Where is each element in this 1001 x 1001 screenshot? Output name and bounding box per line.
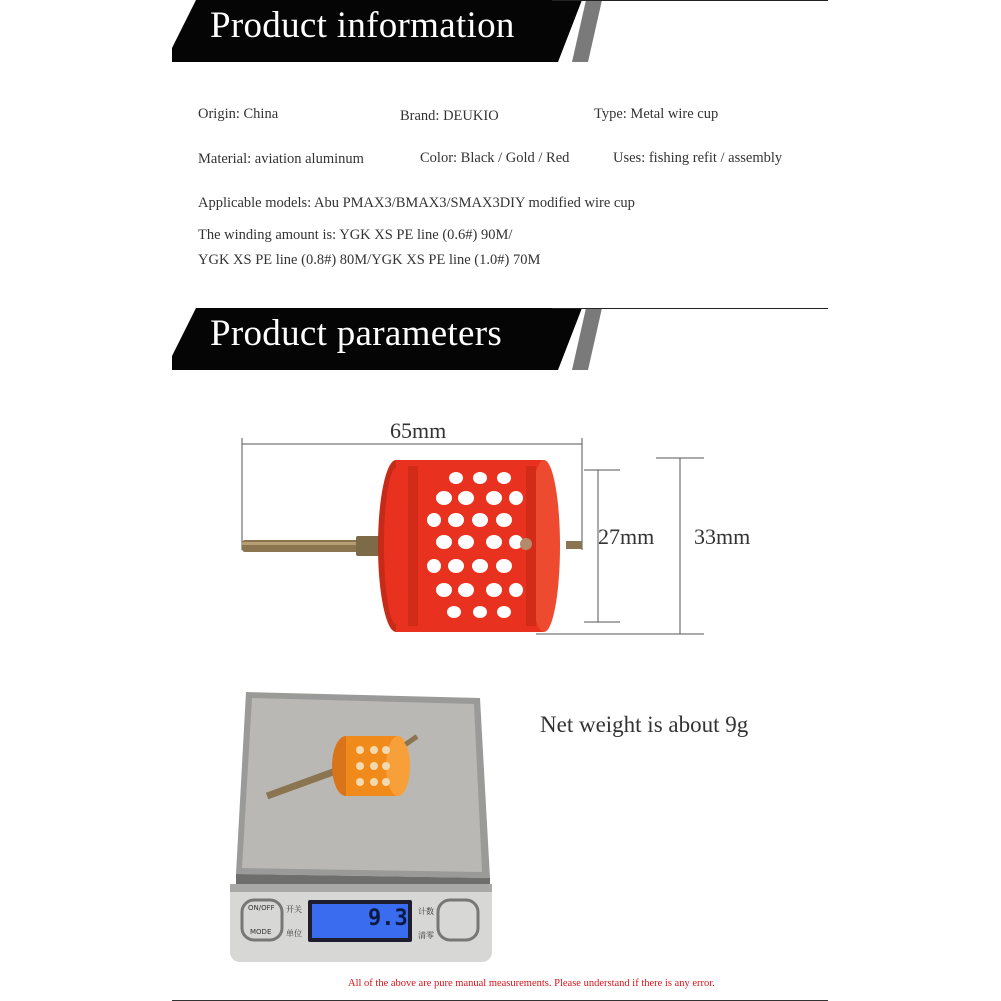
banner-rule <box>552 0 828 1</box>
scale-mode-label: MODE <box>250 928 272 936</box>
brand-text: Brand: DEUKIO <box>400 108 499 124</box>
scale-on-off-cn-label: 开关 <box>286 905 302 914</box>
length-dimension-label: 65mm <box>390 418 447 443</box>
banner-rule <box>552 308 828 309</box>
origin-text: Origin: China <box>198 106 279 122</box>
scale-lcd-reading: 9.3 <box>368 906 408 931</box>
spool-diagram-svg <box>236 410 756 650</box>
color-text: Color: Black / Gold / Red <box>420 150 570 166</box>
spool-dimension-diagram <box>236 410 756 650</box>
scale-tare-cn-label: 清零 <box>418 931 434 940</box>
scale-count-cn-label: 计数 <box>418 907 434 916</box>
net-weight-text: Net weight is about 9g <box>540 712 749 737</box>
material-text: Material: aviation aluminum <box>198 151 364 167</box>
scale-unit-cn-label: 单位 <box>286 929 302 938</box>
winding-text-line2: YGK XS PE line (0.8#) 80M/YGK XS PE line (1.0#) 70M <box>198 252 541 268</box>
product-information-banner <box>172 0 828 62</box>
type-text: Type: Metal wire cup <box>594 106 719 122</box>
digital-scale-photo <box>228 688 498 968</box>
section-title-information: Product information <box>210 5 515 46</box>
measurement-disclaimer: All of the above are pure manual measurements. Please understand if there is any error. <box>348 978 715 989</box>
product-parameters-banner <box>172 308 828 370</box>
uses-text: Uses: fishing refit / assembly <box>613 150 783 166</box>
scale-svg <box>228 688 498 968</box>
inner-height-label: 27mm <box>598 524 655 549</box>
outer-height-label: 33mm <box>694 524 751 549</box>
section-title-parameters: Product parameters <box>210 313 503 354</box>
winding-text-line1: The winding amount is: YGK XS PE line (0.6#) 90M/ <box>198 227 513 243</box>
scale-on-off-label: ON/OFF <box>248 904 275 912</box>
models-text: Applicable models: Abu PMAX3/BMAX3/SMAX3DIY modified wire cup <box>198 195 635 211</box>
